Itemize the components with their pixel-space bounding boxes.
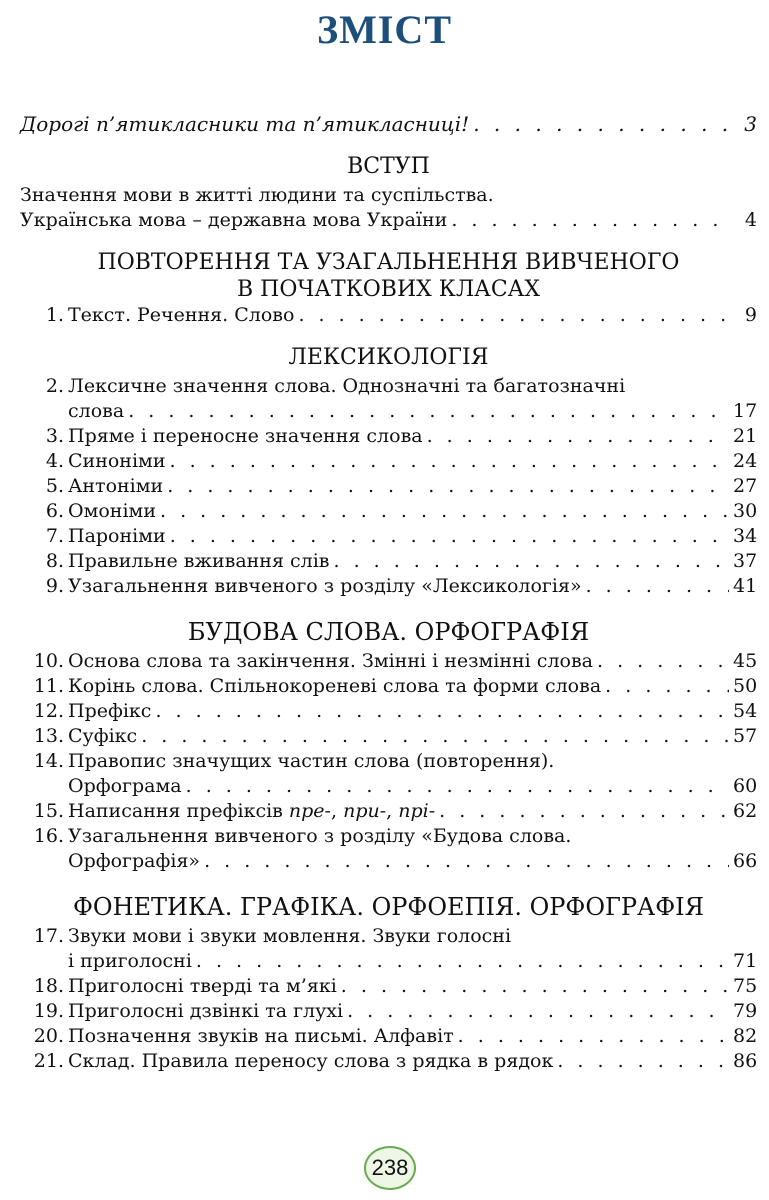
toc-entry-text: Приголосні дзвінкі та глухі [68, 1000, 344, 1022]
table-of-contents [20, 112, 757, 1074]
toc-page-number: 60 [733, 775, 758, 797]
prefix-term: при- [343, 800, 387, 822]
toc-entry[interactable] [20, 649, 757, 674]
toc-entry[interactable] [20, 924, 757, 949]
dot-leader [597, 649, 729, 674]
toc-entry-intro[interactable] [20, 112, 757, 137]
toc-entry-continuation[interactable] [20, 849, 757, 874]
toc-entry-text: Дорогі п’ятикласники та п’ятикласниці! [20, 112, 470, 136]
dot-leader [605, 674, 729, 699]
toc-page-number: 54 [733, 700, 758, 722]
toc-page-number: 66 [733, 850, 758, 872]
dot-leader [557, 1049, 729, 1074]
toc-entry[interactable] [20, 424, 757, 449]
toc-entry-text: Основа слова та закінчення. Змінні і незмінні слова [68, 650, 593, 672]
dot-leader [170, 524, 729, 549]
toc-page-number: 62 [733, 800, 758, 822]
toc-page-number: 75 [733, 975, 758, 997]
section-heading-intro: ВСТУП [347, 154, 430, 179]
dot-leader [160, 499, 729, 524]
toc-entry-text: Звуки мови і звуки мовлення. Звуки голосні [68, 925, 512, 947]
dot-leader [458, 1024, 729, 1049]
dot-leader [186, 774, 729, 799]
toc-entry-text [68, 799, 435, 824]
toc-page-number: 27 [733, 475, 758, 497]
toc-entry-text: Синоніми [68, 450, 166, 472]
toc-entry-number: 3. [45, 425, 64, 447]
toc-page-number: 41 [733, 575, 758, 597]
toc-entry-text: Текст. Речення. Слово [68, 304, 295, 326]
toc-entry-number: 20. [33, 1025, 64, 1047]
toc-page-number: 4 [744, 209, 757, 231]
toc-entry-number: 16. [33, 825, 64, 847]
section-heading-lexicology: ЛЕКСИКОЛОГІЯ [288, 345, 489, 370]
toc-entry-number: 17. [33, 925, 64, 947]
dot-leader [141, 724, 729, 749]
dot-leader [204, 849, 729, 874]
section-heading-phonetics: ФОНЕТИКА. ГРАФІКА. ОРФОЕПІЯ. ОРФОГРАФІЯ [72, 893, 705, 921]
toc-page-number: 24 [733, 450, 758, 472]
toc-entry-text: Омоніми [68, 500, 156, 522]
toc-entry[interactable] [20, 1049, 757, 1074]
dot-leader [473, 112, 729, 137]
dot-leader [128, 399, 729, 424]
toc-entry-number: 9. [45, 575, 64, 597]
dot-leader [586, 574, 729, 599]
section-heading-word-structure: БУДОВА СЛОВА. ОРФОГРАФІЯ [187, 618, 590, 646]
toc-entry-number: 4. [45, 450, 64, 472]
toc-page-number: 86 [733, 1050, 758, 1072]
toc-entry-text: Правопис значущих частин слова (повторення). [68, 750, 555, 772]
dot-leader [167, 474, 729, 499]
toc-page-number: 17 [733, 400, 758, 422]
separator: , [386, 800, 399, 822]
toc-entry-continuation[interactable] [20, 949, 757, 974]
toc-page-number: 37 [733, 550, 758, 572]
toc-entry-text: Префікс [68, 700, 152, 722]
toc-entry-number: 21. [33, 1050, 64, 1072]
toc-page-number: 30 [733, 500, 758, 522]
toc-entry-text: Узагальнення вивченого з розділу «Будова слова. [68, 825, 572, 847]
toc-entry-text: Суфікс [68, 725, 138, 747]
toc-page-number: 34 [733, 525, 758, 547]
toc-entry[interactable] [20, 724, 757, 749]
toc-entry[interactable] [20, 999, 757, 1024]
toc-entry-text: Пароніми [68, 525, 166, 547]
toc-entry[interactable] [20, 574, 757, 599]
section-heading-line: В ПОЧАТКОВИХ КЛАСАХ [237, 277, 540, 302]
dot-leader [333, 549, 729, 574]
toc-entry[interactable] [20, 699, 757, 724]
toc-page-number: 3 [744, 112, 757, 136]
toc-entry-text: Узагальнення вивченого з розділу «Лексикологія» [68, 575, 582, 597]
toc-entry-number: 7. [45, 525, 64, 547]
toc-entry-text: Орфограма [68, 775, 182, 797]
toc-entry-number: 11. [33, 675, 64, 697]
toc-entry-number: 13. [33, 725, 64, 747]
toc-entry[interactable] [20, 549, 757, 574]
toc-entry-number: 6. [45, 500, 64, 522]
toc-page-number: 79 [733, 1000, 758, 1022]
toc-entry[interactable] [20, 974, 757, 999]
toc-entry-continuation[interactable] [20, 774, 757, 799]
toc-entry[interactable] [20, 303, 757, 328]
toc-entry-text: Українська мова – державна мова України [20, 209, 448, 231]
toc-entry-text: Корінь слова. Спільнокореневі слова та форми слова [68, 675, 602, 697]
toc-entry-text: Приголосні тверді та м’які [68, 975, 337, 997]
page-title: ЗМІСТ [317, 7, 452, 52]
dot-leader [347, 999, 729, 1024]
toc-entry-number: 1. [45, 304, 64, 326]
separator: , [330, 800, 344, 822]
toc-entry[interactable] [20, 499, 757, 524]
toc-entry-text-part: Написання префіксів [68, 800, 289, 822]
toc-entry-number: 18. [33, 975, 64, 997]
toc-entry-number: 5. [45, 475, 64, 497]
toc-page-number: 45 [733, 650, 758, 672]
toc-entry[interactable] [20, 674, 757, 699]
toc-entry-text: Антоніми [68, 475, 164, 497]
toc-page-number: 50 [733, 675, 758, 697]
prefix-term: прі- [398, 800, 436, 822]
dot-leader [196, 949, 729, 974]
toc-entry[interactable] [20, 824, 757, 849]
toc-page-number: 71 [733, 950, 758, 972]
toc-entry[interactable] [20, 749, 757, 774]
toc-entry[interactable] [20, 524, 757, 549]
toc-entry[interactable] [20, 474, 757, 499]
toc-page-number: 82 [733, 1025, 758, 1047]
toc-entry-text: Орфографія» [68, 850, 201, 872]
dot-leader [439, 799, 729, 824]
toc-entry[interactable] [20, 449, 757, 474]
toc-page-number: 57 [733, 725, 758, 747]
dot-leader [170, 449, 730, 474]
toc-entry-text: Позначення звуків на письмі. Алфавіт [68, 1025, 454, 1047]
section-heading-line: ПОВТОРЕННЯ ТА УЗАГАЛЬНЕННЯ ВИВЧЕНОГО [97, 250, 680, 275]
toc-entry-number: 14. [33, 750, 64, 772]
dot-leader [341, 974, 729, 999]
toc-entry-text: Склад. Правила переносу слова з рядка в рядок [68, 1050, 554, 1072]
toc-entry-number: 15. [33, 800, 64, 822]
toc-entry-continuation[interactable] [20, 399, 757, 424]
dot-leader [298, 303, 729, 328]
toc-entry-number: 12. [33, 700, 64, 722]
toc-entry-number: 19. [33, 1000, 64, 1022]
dot-leader [427, 424, 729, 449]
toc-entry[interactable] [20, 1024, 757, 1049]
toc-entry-text: Правильне вживання слів [68, 550, 330, 572]
toc-entry[interactable] [20, 374, 757, 399]
section-heading-review [20, 249, 757, 303]
toc-entry-number: 8. [45, 550, 64, 572]
toc-entry-number: 10. [33, 650, 64, 672]
toc-entry-text: Пряме і переносне значення слова [68, 425, 423, 447]
toc-entry[interactable] [20, 799, 757, 824]
toc-page-number: 21 [733, 425, 758, 447]
toc-entry-language[interactable] [20, 208, 757, 233]
toc-page-number: 9 [744, 304, 757, 326]
toc-entry-number: 2. [45, 375, 64, 397]
toc-entry-text: слова [68, 400, 125, 422]
toc-entry-text: і приголосні [68, 950, 192, 972]
toc-entry-text: Значення мови в житті людини та суспільства. [20, 184, 494, 206]
toc-entry-text: Лексичне значення слова. Однозначні та багатозначні [68, 375, 626, 397]
dot-leader [155, 699, 729, 724]
prefix-term: пре- [288, 800, 331, 822]
dot-leader [451, 208, 729, 233]
page-number-badge: 238 [364, 1146, 416, 1190]
